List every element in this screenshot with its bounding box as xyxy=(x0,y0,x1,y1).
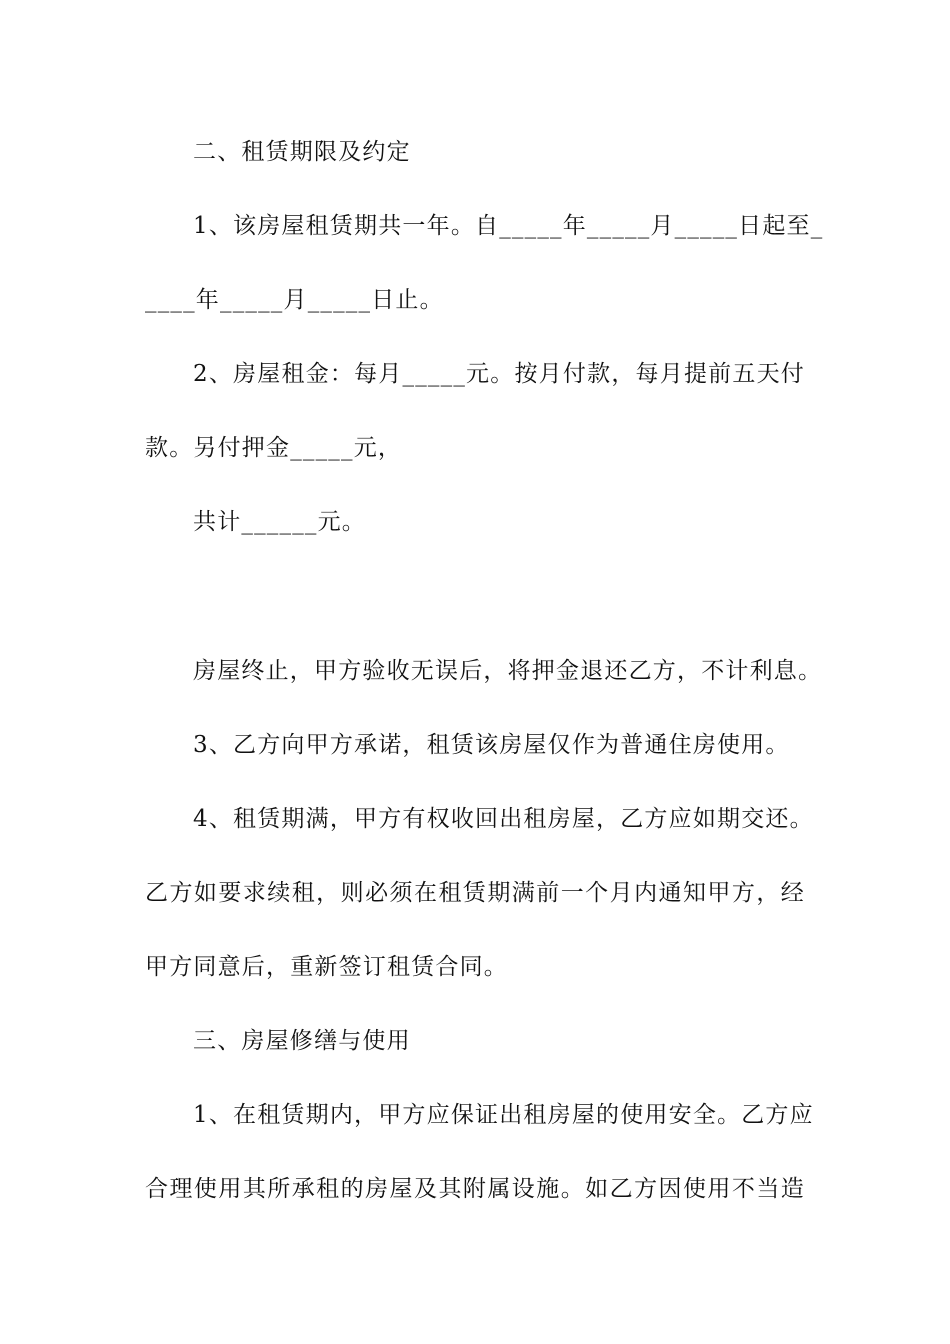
paragraph-line: 乙方如要求续租，则必须在租赁期满前一个月内通知甲方，经 xyxy=(145,880,805,906)
paragraph-line: 款。另付押金_____元， xyxy=(145,435,403,461)
paragraph-line: 房屋终止，甲方验收无误后，将押金退还乙方，不计利息。 xyxy=(193,658,823,684)
paragraph-line: 甲方同意后，重新签订租赁合同。 xyxy=(145,954,508,980)
paragraph-line: 2、房屋租金：每月_____元。按月付款，每月提前五天付 xyxy=(193,361,805,387)
section-heading-lease-term: 二、租赁期限及约定 xyxy=(193,139,411,165)
section-heading-repair-use: 三、房屋修缮与使用 xyxy=(193,1028,411,1054)
paragraph-line: 4、租赁期满，甲方有权收回出租房屋，乙方应如期交还。 xyxy=(193,806,814,832)
paragraph-line: 1、该房屋租赁期共一年。自_____年_____月_____日起至_ xyxy=(193,213,824,239)
paragraph-line: 共计______元。 xyxy=(193,509,366,535)
paragraph-line: 3、乙方向甲方承诺，租赁该房屋仅作为普通住房使用。 xyxy=(193,732,790,758)
paragraph-line: ____年_____月_____日止。 xyxy=(145,287,444,313)
paragraph-line: 合理使用其所承租的房屋及其附属设施。如乙方因使用不当造 xyxy=(145,1176,805,1202)
paragraph-line: 1、在租赁期内，甲方应保证出租房屋的使用安全。乙方应 xyxy=(193,1102,814,1128)
